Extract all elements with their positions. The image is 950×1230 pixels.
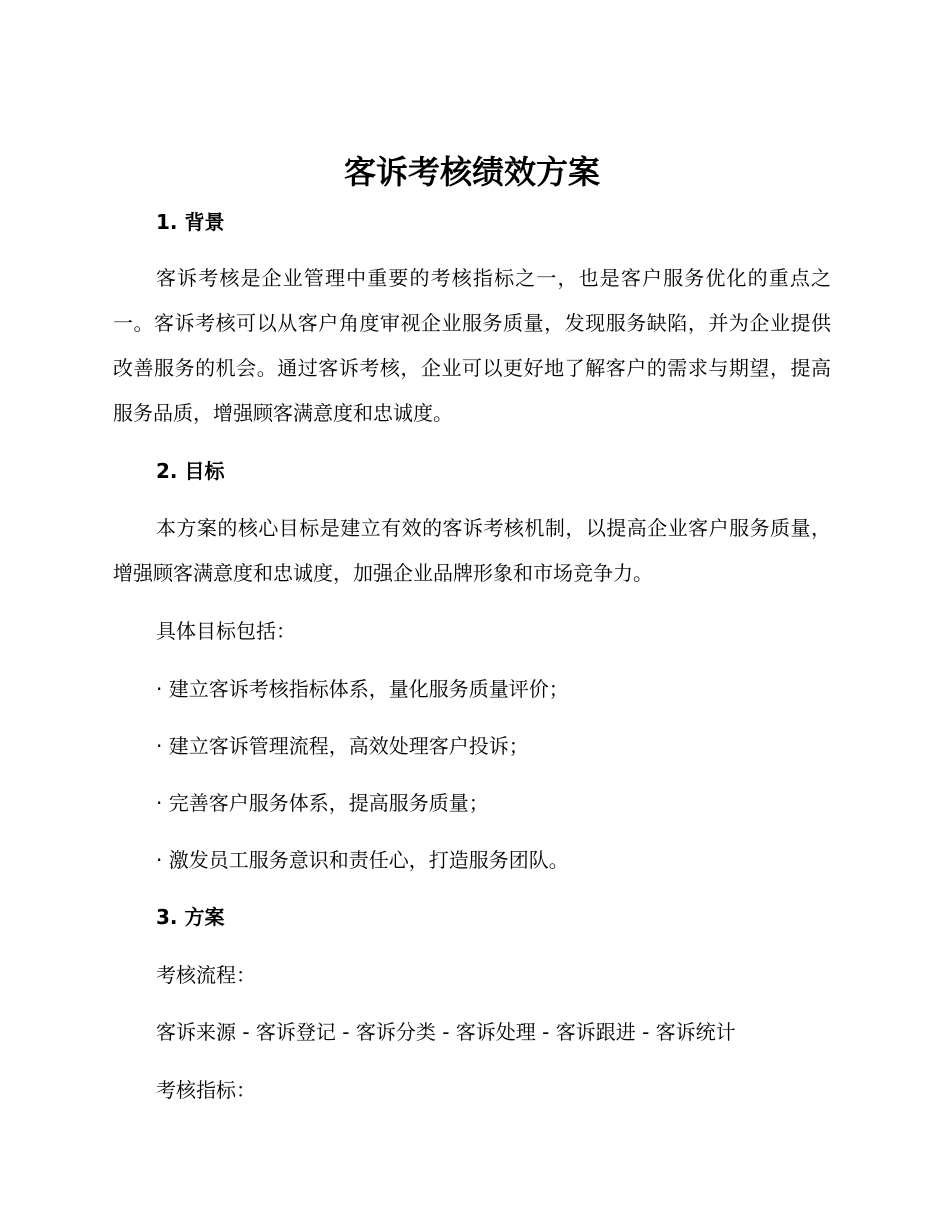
goals-intro: 具体目标包括：: [156, 619, 296, 643]
section-heading-goals: 2. 目标: [156, 459, 225, 483]
goal-bullet-2: · 建立客诉管理流程，高效处理客户投诉；: [156, 734, 529, 758]
background-paragraph: 客诉考核是企业管理中重要的考核指标之一，也是客户服务优化的重点之一。客诉考核可以从客户角度审视企业服务质量，发现服务缺陷，并为企业提供改善服务的机会。通过客诉考核，企业可以更好地了解客户的需求与期望，提高服务品质，增强顾客满意度和忠诚度。: [113, 266, 831, 425]
goal-bullet-1: · 建立客诉考核指标体系，量化服务质量评价；: [156, 677, 569, 701]
process-label: 考核流程：: [156, 963, 256, 987]
indicator-label: 考核指标：: [156, 1078, 256, 1102]
goals-paragraph: 本方案的核心目标是建立有效的客诉考核机制，以提高企业客户服务质量，增强顾客满意度和忠诚度，加强企业品牌形象和市场竞争力。: [113, 516, 831, 585]
section-heading-plan: 3. 方案: [156, 905, 225, 929]
goal-bullet-4: · 激发员工服务意识和责任心，打造服务团队。: [156, 848, 569, 872]
goal-bullet-3: · 完善客户服务体系，提高服务质量；: [156, 791, 489, 815]
section-heading-background: 1. 背景: [156, 210, 225, 234]
document-title: 客诉考核绩效方案: [343, 153, 600, 191]
process-steps: 客诉来源 - 客诉登记 - 客诉分类 - 客诉处理 - 客诉跟进 - 客诉统计: [156, 1020, 736, 1044]
